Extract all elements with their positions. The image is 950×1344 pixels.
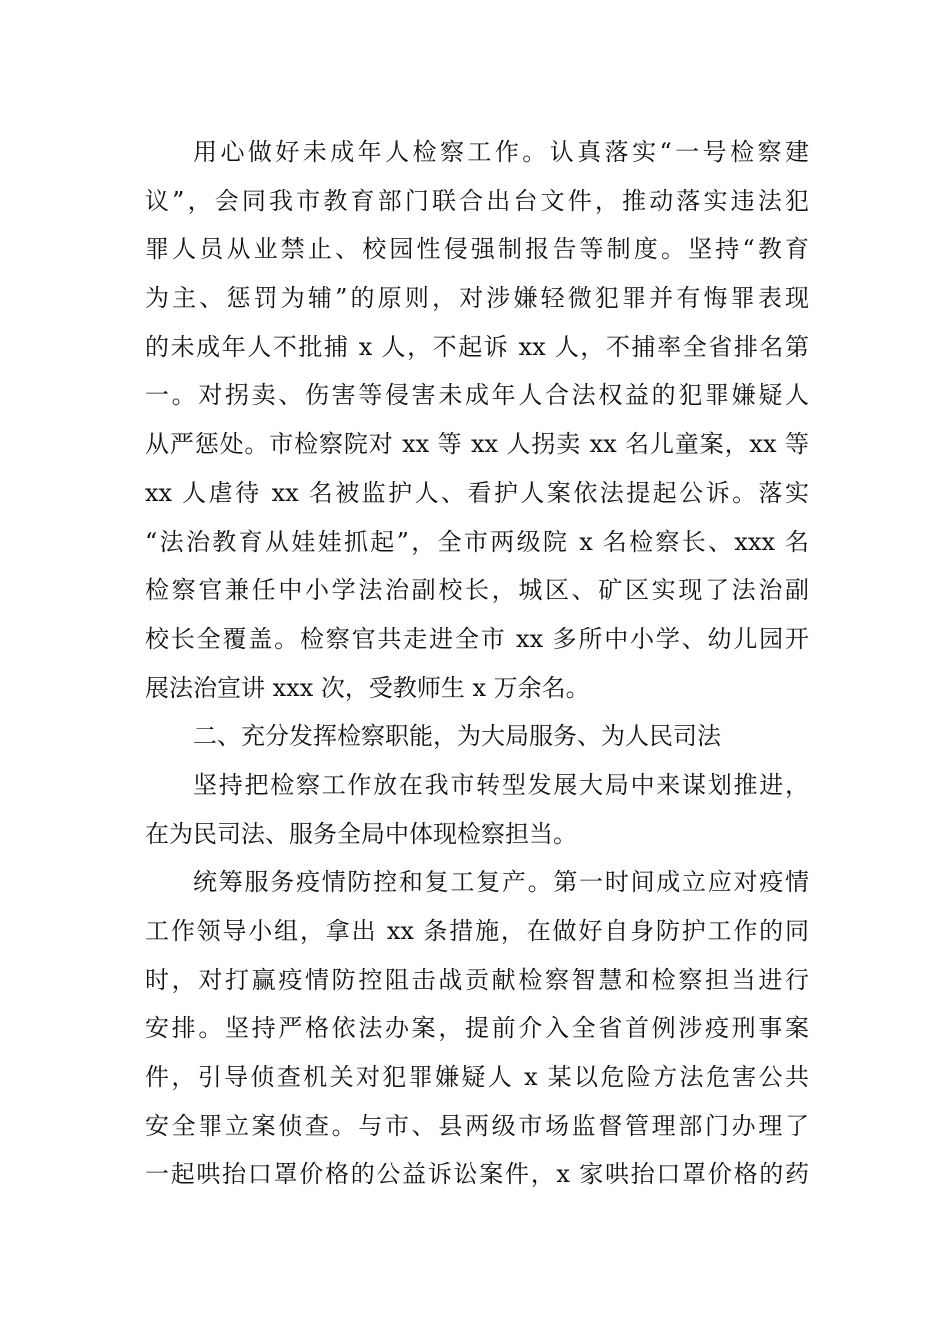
paragraph-line: 一。对拐卖、伤害等侵害未成年人合法权益的犯罪嫌疑人 (145, 381, 809, 410)
paragraph-line: 展法治宣讲 xxx 次，受教师生 x 万余名。 (145, 673, 590, 702)
paragraph-line: 坚持把检察工作放在我市转型发展大局中来谋划推进， (193, 770, 809, 799)
paragraph-line: 罪人员从业禁止、校园性侵强制报告等制度。坚持“教育 (145, 235, 809, 264)
document-body (145, 128, 809, 1199)
paragraph-line: 在为民司法、服务全局中体现检察担当。 (145, 819, 577, 848)
paragraph-line: 工作领导小组，拿出 xx 条措施，在做好自身防护工作的同 (145, 917, 809, 945)
paragraph-line: 安排。坚持严格依法办案，提前介入全省首例涉疫刑事案 (145, 1014, 809, 1043)
paragraph-line: 检察官兼任中小学法治副校长，城区、矿区实现了法治副 (145, 576, 809, 605)
paragraph-line: 时，对打赢疫情防控阻击战贡献检察智慧和检察担当进行 (145, 965, 809, 994)
paragraph-line: xx 人虐待 xx 名被监护人、看护人案依法提起公诉。落实 (145, 478, 809, 507)
paragraph-line: 议”，会同我市教育部门联合出台文件，推动落实违法犯 (145, 186, 809, 215)
paragraph-line: 从严惩处。市检察院对 xx 等 xx 人拐卖 xx 名儿童案，xx 等 (145, 430, 809, 459)
paragraph-line: 件，引导侦查机关对犯罪嫌疑人 x 某以危险方法危害公共 (145, 1063, 809, 1092)
paragraph-line: 校长全覆盖。检察官共走进全市 xx 多所中小学、幼儿园开 (145, 624, 809, 653)
paragraph-line: 的未成年人不批捕 x 人，不起诉 xx 人，不捕率全省排名第 (145, 332, 809, 361)
section-heading: 二、充分发挥检察职能，为大局服务、为人民司法 (193, 722, 721, 751)
paragraph-line: 安全罪立案侦查。与市、县两级市场监督管理部门办理了 (145, 1111, 809, 1140)
paragraph-line: 统筹服务疫情防控和复工复产。第一时间成立应对疫情 (193, 868, 809, 897)
paragraph-line: 用心做好未成年人检察工作。认真落实“一号检察建 (193, 138, 809, 166)
paragraph-line: 为主、惩罚为辅”的原则，对涉嫌轻微犯罪并有悔罪表现 (145, 284, 809, 313)
paragraph-line: “法治教育从娃娃抓起”，全市两级院 x 名检察长、xxx 名 (145, 527, 809, 556)
paragraph-line: 一起哄抬口罩价格的公益诉讼案件，x 家哄抬口罩价格的药 (145, 1160, 809, 1189)
